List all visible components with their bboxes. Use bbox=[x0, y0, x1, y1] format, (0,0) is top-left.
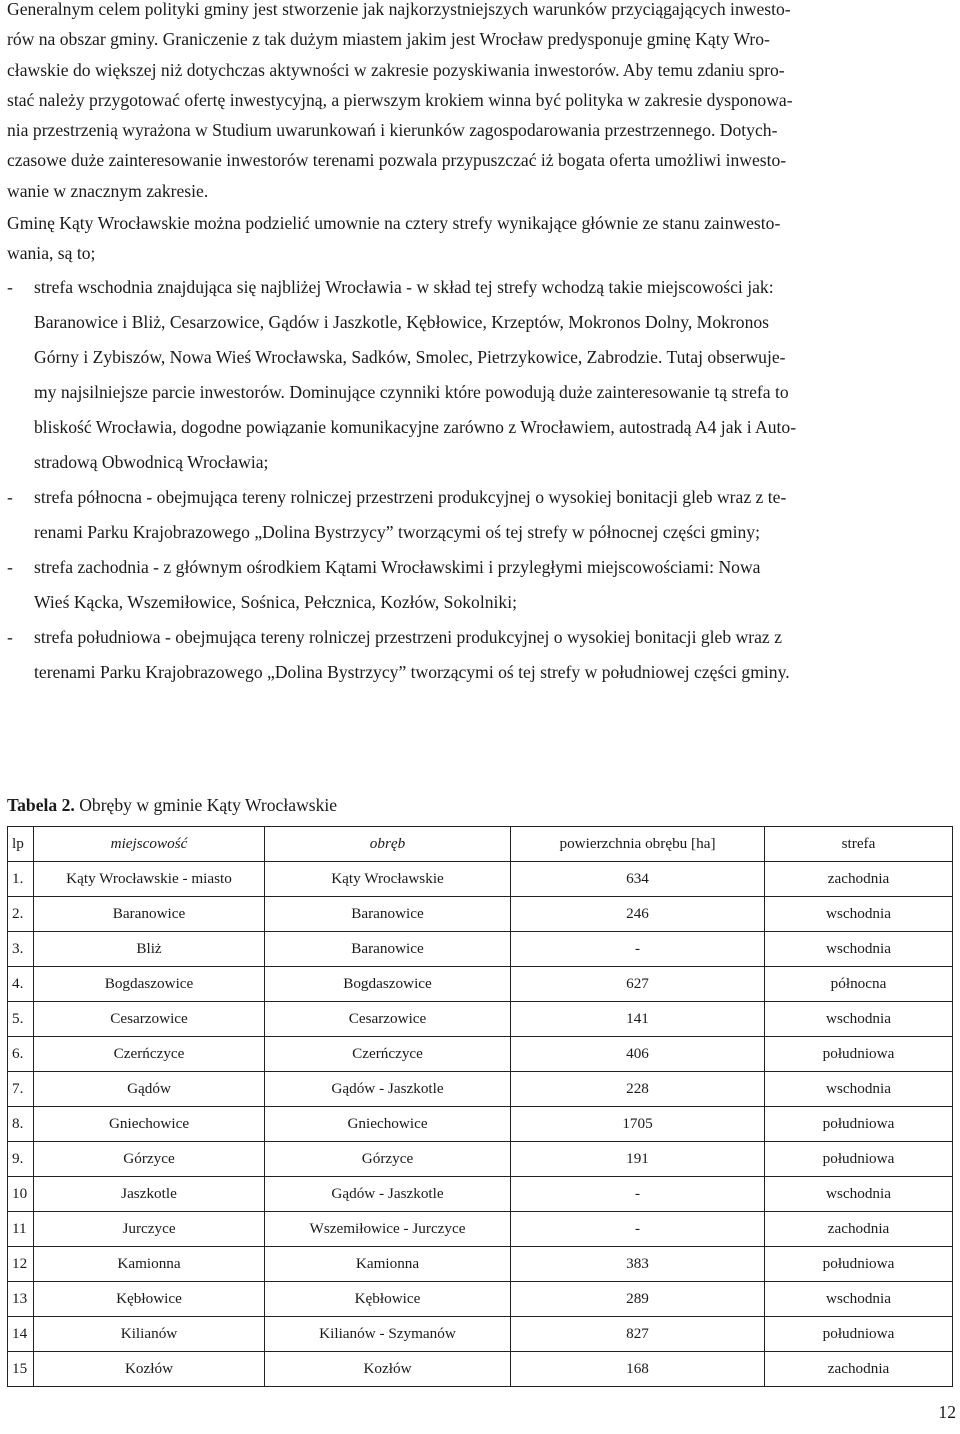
cell-area: 228 bbox=[511, 1072, 765, 1107]
list-dash: - bbox=[7, 556, 13, 577]
cell-area: 383 bbox=[511, 1247, 765, 1282]
zone-text: strefa zachodnia - z głównym ośrodkiem Kątami Wrocławskimi i przyległymi miejscowościami: Nowa Wieś Kącka, Wszemiłowice, Sośnica, Pełcznica, Kozłów, Sokolniki; bbox=[34, 556, 761, 612]
cell-area: 406 bbox=[511, 1037, 765, 1072]
cell-lp: 14 bbox=[8, 1317, 34, 1352]
cell-precinct: Kąty Wrocławskie bbox=[265, 862, 511, 897]
list-dash: - bbox=[7, 626, 13, 647]
cell-area: 827 bbox=[511, 1317, 765, 1352]
cell-locality: Baranowice bbox=[34, 897, 265, 932]
table-row bbox=[8, 1107, 953, 1142]
list-dash: - bbox=[7, 486, 13, 507]
cell-lp: 7. bbox=[8, 1072, 34, 1107]
cell-zone: wschodnia bbox=[765, 897, 953, 932]
cell-locality: Bliż bbox=[34, 932, 265, 967]
zone-text: strefa wschodnia znajdująca się najbliżej Wrocławia - w skład tej strefy wchodzą takie miejscowości jak: Baranowice i Bliż, Cesarzowice, Gądów i Jaszkotle, Kębłowice, Krzeptów, Mokronos Dolny, Mokronos Górny i Zybiszów, Nowa Wieś Wrocławska, Sadków, Smolec, Pietrzykowice, Zabrodzie. Tutaj obserwuje- my najsilniejsze parcie inwestorów. Dominujące czynniki które powodują duże zainteresowanie tą strefa to bliskość Wrocławia, dogodne powiązanie komunikacyjne zarówno z Wrocławiem, autostradą A4 jak i Auto- stradową Obwodnicą Wrocławia; bbox=[34, 276, 797, 472]
cell-area: 1705 bbox=[511, 1107, 765, 1142]
cell-locality: Kąty Wrocławskie - miasto bbox=[34, 862, 265, 897]
table-row bbox=[8, 1037, 953, 1072]
header-precinct: obręb bbox=[265, 827, 511, 862]
cell-locality: Gniechowice bbox=[34, 1107, 265, 1142]
zone-item-north bbox=[7, 480, 953, 550]
cell-precinct: Kozłów bbox=[265, 1352, 511, 1387]
zones-list bbox=[7, 270, 953, 690]
cell-area: 141 bbox=[511, 1002, 765, 1037]
page-number: 12 bbox=[938, 1402, 956, 1422]
cell-precinct: Gądów - Jaszkotle bbox=[265, 1072, 511, 1107]
cell-lp: 6. bbox=[8, 1037, 34, 1072]
table-caption-label: Tabela 2. bbox=[7, 795, 75, 815]
cell-lp: 8. bbox=[8, 1107, 34, 1142]
cell-locality: Cesarzowice bbox=[34, 1002, 265, 1037]
cell-precinct: Czerńczyce bbox=[265, 1037, 511, 1072]
cell-lp: 3. bbox=[8, 932, 34, 967]
intro-paragraph: Generalnym celem polityki gminy jest stworzenie jak najkorzystniejszych warunków przyciągających inwesto- rów na obszar gminy. Graniczenie z tak dużym miastem jakim jest Wrocław predysponuje gminę Kąty Wro- cławskie do większej niż dotychczas aktywności w zakresie pozyskiwania inwestorów. Aby temu zdaniu spro- stać należy przygotować ofertę inwestycyjną, a pierwszym krokiem winna być polityka w zakresie dysponowa- nia przestrzenią wyrażona w Studium uwarunkowań i kierunków zagospodarowania przestrzennego. Dotych- czasowe duże zainteresowanie inwestorów terenami pozwala przypuszczać iż bogata oferta umożliwi inwesto- wanie w znacznym zakresie. bbox=[7, 0, 793, 201]
cell-locality: Kamionna bbox=[34, 1247, 265, 1282]
cell-precinct: Cesarzowice bbox=[265, 1002, 511, 1037]
cell-locality: Jurczyce bbox=[34, 1212, 265, 1247]
cell-lp: 4. bbox=[8, 967, 34, 1002]
cell-locality: Kilianów bbox=[34, 1317, 265, 1352]
table-row bbox=[8, 1212, 953, 1247]
table-row bbox=[8, 1247, 953, 1282]
table-row bbox=[8, 932, 953, 967]
header-zone: strefa bbox=[765, 827, 953, 862]
cell-zone: północna bbox=[765, 967, 953, 1002]
table-row bbox=[8, 862, 953, 897]
cell-zone: wschodnia bbox=[765, 1177, 953, 1212]
zone-item-west bbox=[7, 550, 953, 620]
table-header-row bbox=[8, 827, 953, 862]
cell-lp: 2. bbox=[8, 897, 34, 932]
cell-area: 191 bbox=[511, 1142, 765, 1177]
cell-area: 627 bbox=[511, 967, 765, 1002]
cell-area: - bbox=[511, 932, 765, 967]
table-row bbox=[8, 1352, 953, 1387]
cell-precinct: Baranowice bbox=[265, 897, 511, 932]
table-row bbox=[8, 1317, 953, 1352]
cell-precinct: Wszemiłowice - Jurczyce bbox=[265, 1212, 511, 1247]
cell-lp: 13 bbox=[8, 1282, 34, 1317]
header-lp: lp bbox=[8, 827, 34, 862]
zone-text: strefa północna - obejmująca tereny rolniczej przestrzeni produkcyjnej o wysokiej bonitacji gleb wraz z te- renami Parku Krajobrazowego „Dolina Bystrzycy” tworzącymi oś tej strefy w północnej części gminy; bbox=[34, 486, 787, 542]
cell-locality: Czerńczyce bbox=[34, 1037, 265, 1072]
zones-intro-paragraph: Gminę Kąty Wrocławskie można podzielić umownie na cztery strefy wynikające głównie ze stanu zainwesto- wania, są to; bbox=[7, 213, 781, 264]
cell-zone: południowa bbox=[765, 1107, 953, 1142]
cell-precinct: Kilianów - Szymanów bbox=[265, 1317, 511, 1352]
cell-zone: wschodnia bbox=[765, 1002, 953, 1037]
header-locality: miejscowość bbox=[34, 827, 265, 862]
cell-precinct: Gniechowice bbox=[265, 1107, 511, 1142]
cell-zone: zachodnia bbox=[765, 1352, 953, 1387]
precincts-table bbox=[7, 826, 953, 1387]
table-row bbox=[8, 897, 953, 932]
cell-zone: południowa bbox=[765, 1317, 953, 1352]
cell-zone: zachodnia bbox=[765, 1212, 953, 1247]
document-page bbox=[7, 0, 953, 1377]
table-row bbox=[8, 1177, 953, 1212]
table-row bbox=[8, 1142, 953, 1177]
table-caption bbox=[7, 794, 337, 816]
cell-area: - bbox=[511, 1212, 765, 1247]
cell-precinct: Baranowice bbox=[265, 932, 511, 967]
cell-zone: południowa bbox=[765, 1247, 953, 1282]
cell-zone: południowa bbox=[765, 1142, 953, 1177]
zone-item-south bbox=[7, 620, 953, 690]
cell-area: 289 bbox=[511, 1282, 765, 1317]
header-area: powierzchnia obrębu [ha] bbox=[511, 827, 765, 862]
cell-precinct: Górzyce bbox=[265, 1142, 511, 1177]
cell-locality: Bogdaszowice bbox=[34, 967, 265, 1002]
cell-lp: 10 bbox=[8, 1177, 34, 1212]
cell-lp: 5. bbox=[8, 1002, 34, 1037]
cell-area: 168 bbox=[511, 1352, 765, 1387]
zone-item-east bbox=[7, 270, 953, 480]
zone-text: strefa południowa - obejmująca tereny rolniczej przestrzeni produkcyjnej o wysokiej bonitacji gleb wraz z terenami Parku Krajobrazowego „Dolina Bystrzycy” tworzącymi oś tej strefy w południowej części gminy. bbox=[34, 626, 790, 682]
list-dash: - bbox=[7, 276, 13, 297]
cell-precinct: Kębłowice bbox=[265, 1282, 511, 1317]
table-row bbox=[8, 1282, 953, 1317]
table-row bbox=[8, 967, 953, 1002]
cell-precinct: Gądów - Jaszkotle bbox=[265, 1177, 511, 1212]
cell-locality: Gądów bbox=[34, 1072, 265, 1107]
cell-locality: Górzyce bbox=[34, 1142, 265, 1177]
cell-zone: południowa bbox=[765, 1037, 953, 1072]
cell-lp: 9. bbox=[8, 1142, 34, 1177]
cell-zone: wschodnia bbox=[765, 1282, 953, 1317]
cell-locality: Jaszkotle bbox=[34, 1177, 265, 1212]
cell-lp: 11 bbox=[8, 1212, 34, 1247]
cell-zone: wschodnia bbox=[765, 1072, 953, 1107]
cell-lp: 1. bbox=[8, 862, 34, 897]
cell-area: 634 bbox=[511, 862, 765, 897]
cell-precinct: Bogdaszowice bbox=[265, 967, 511, 1002]
table-caption-text: Obręby w gminie Kąty Wrocławskie bbox=[74, 795, 338, 815]
cell-area: - bbox=[511, 1177, 765, 1212]
cell-lp: 12 bbox=[8, 1247, 34, 1282]
cell-locality: Kębłowice bbox=[34, 1282, 265, 1317]
cell-zone: wschodnia bbox=[765, 932, 953, 967]
cell-area: 246 bbox=[511, 897, 765, 932]
cell-precinct: Kamionna bbox=[265, 1247, 511, 1282]
table-row bbox=[8, 1072, 953, 1107]
cell-zone: zachodnia bbox=[765, 862, 953, 897]
table-row bbox=[8, 1002, 953, 1037]
cell-lp: 15 bbox=[8, 1352, 34, 1387]
cell-locality: Kozłów bbox=[34, 1352, 265, 1387]
